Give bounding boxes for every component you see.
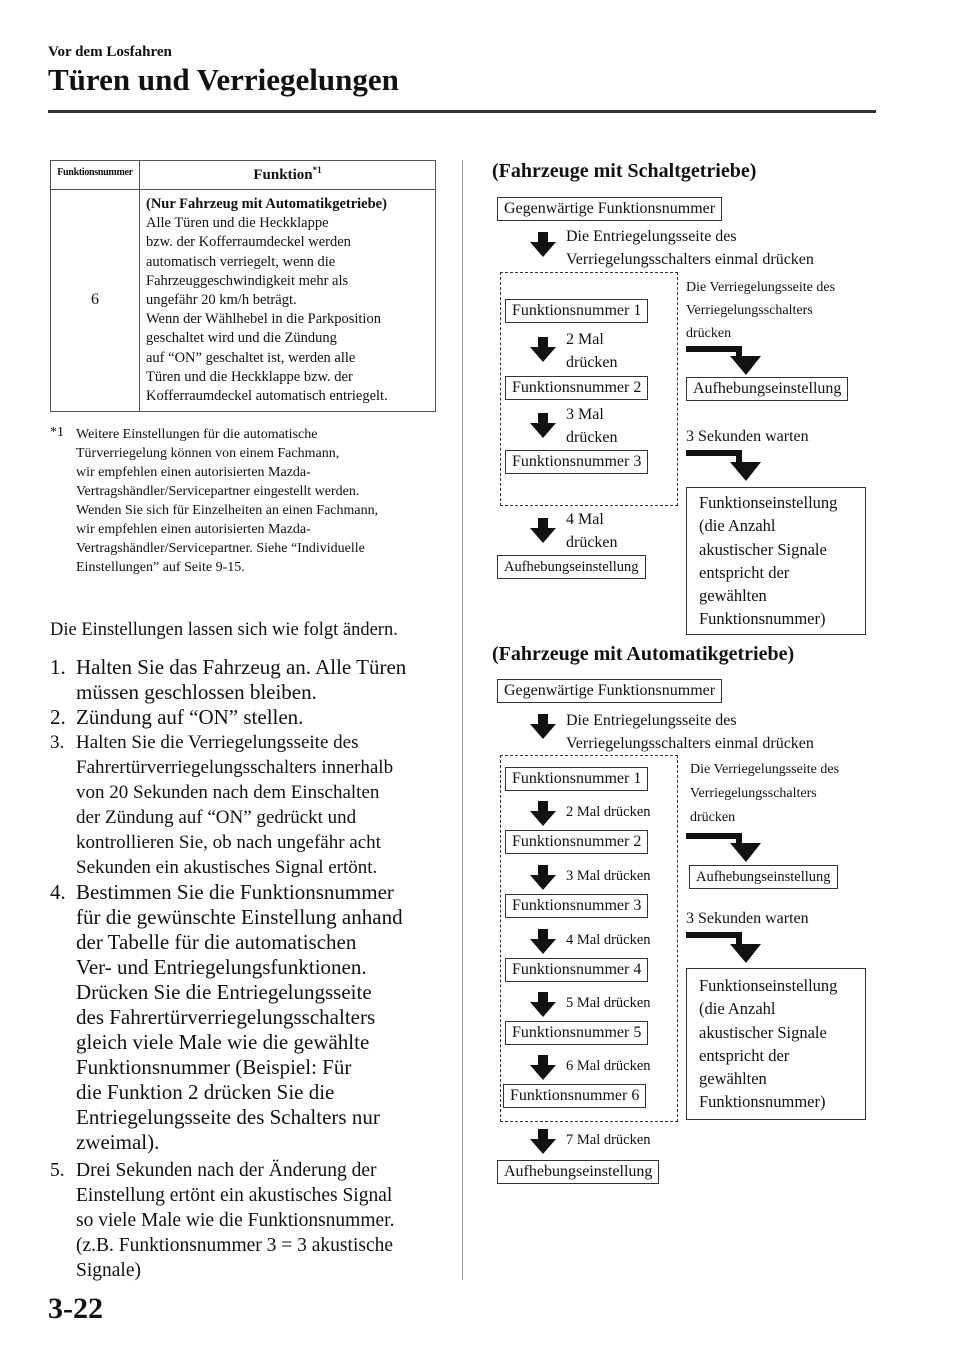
setting-line: Funktionseinstellung [699,976,838,995]
label-line: Die Verriegelungsseite des [690,762,840,777]
step-line: Drücken Sie die Entriegelungsseite [76,980,372,1004]
step-line: Bestimmen Sie die Funktionsnummer [76,880,394,904]
step-number: 1. [50,655,66,679]
label-line: Verriegelungsschalters [690,786,817,801]
setting-line: (die Anzahl [699,999,776,1019]
step-line: Drei Sekunden nach der Änderung der [76,1160,377,1181]
label-line: Die Entriegelungsseite des [566,712,737,729]
setting-line: Funktionseinstellung [699,493,838,512]
step-line: Signale) [76,1260,141,1281]
footnote-ref: *1 [312,165,322,175]
step-line: Einstellung ertönt ein akustisches Signal [76,1185,393,1206]
row-line: (Nur Fahrzeug mit Automatikgetriebe) [146,196,387,212]
label-line: Die Verriegelungsseite des [686,280,836,295]
step-line: gleich viele Male wie die gewählte [76,1030,370,1054]
page-number: 3-22 [48,1292,103,1325]
step-number: 5. [50,1160,65,1181]
function-5-box: Funktionsnummer 5 [505,1021,648,1045]
step-number: 2. [50,705,66,729]
step-line: kontrollieren Sie, ob nach ungefähr acht [76,832,381,853]
lock-press-label [686,276,835,345]
unlock-once-label [566,709,814,755]
header-funktion [140,165,435,184]
step-5 [50,1158,440,1283]
cancel-setting-box: Aufhebungseinstellung [497,555,646,579]
bent-arrow-icon [686,346,766,376]
table-col-divider [139,161,140,411]
setting-line: Funktionsnummer) [699,609,826,629]
down-arrow-icon [530,801,558,827]
footnote-line: Vertragshändler/Servicepartner. Siehe “Individuelle [76,541,365,556]
table-row-description [146,195,388,406]
step-line: müssen geschlossen bleiben. [76,680,317,704]
label-line: Die Entriegelungsseite des [566,228,737,245]
step-line: Funktionsnummer (Beispiel: Für [76,1055,352,1079]
function-2-box: Funktionsnummer 2 [505,830,648,854]
down-arrow-icon [530,1129,558,1155]
step-number: 4. [50,880,66,904]
label-line: drücken [566,429,618,446]
function-1-box: Funktionsnummer 1 [505,767,648,791]
column-divider [462,160,463,1280]
row-line: Kofferraumdeckel automatisch entriegelt. [146,388,388,405]
footnote-line: Vertragshändler/Servicepartner eingestellt werden. [76,484,360,499]
bent-arrow-icon [686,833,766,863]
down-arrow-icon [530,518,558,544]
down-arrow-icon [530,413,558,439]
label-line: drücken [566,534,618,551]
unlock-once-label [566,225,814,271]
footnote-line: Wenden Sie sich für Einzelheiten an einen Fachmann, [76,503,379,518]
label-line: Verriegelungsschalters einmal drücken [566,251,814,268]
step-line: für die gewünschte Einstellung anhand [76,905,403,929]
automatic-heading: (Fahrzeuge mit Automatikgetriebe) [492,643,795,665]
setting-line: Funktionsnummer) [699,1092,826,1112]
press-2-label [566,328,618,374]
row-line: bzw. der Kofferraumdeckel werden [146,234,351,251]
footnote-line: Türverriegelung können von einem Fachmann, [76,446,340,461]
row-line: auf “ON” geschaltet ist, werden alle [146,349,356,366]
press-label: 5 Mal drücken [566,995,651,1011]
press-label: 4 Mal drücken [566,932,651,948]
label-line: Verriegelungsschalters einmal drücken [566,735,814,752]
step-1 [50,655,440,705]
function-2-box: Funktionsnummer 2 [505,376,648,400]
setting-line: entspricht der [699,562,790,582]
press-label: 3 Mal drücken [566,868,651,884]
current-function-box: Gegenwärtige Funktionsnummer [497,197,722,221]
header-funktionsnummer: Funktionsnummer [57,167,133,178]
step-line: des Fahrertürverriegelungsschalters [76,1005,376,1029]
step-2 [50,705,440,730]
label-line: drücken [690,810,736,825]
row-line: ungefähr 20 km/h beträgt. [146,292,297,309]
footnote-line: wir empfehlen einen autorisierten Mazda- [76,465,311,480]
intro-text: Die Einstellungen lassen sich wie folgt ändern. [50,620,398,640]
manual-heading: (Fahrzeuge mit Schaltgetriebe) [492,160,757,182]
step-line: Entriegelungsseite des Schalters nur [76,1105,380,1129]
row-line: Alle Türen und die Heckklappe [146,215,329,232]
step-4 [50,880,440,1155]
label-line: 3 Mal [566,406,604,423]
step-number: 3. [50,732,65,753]
row-line: Fahrzeuggeschwindigkeit mehr als [146,272,349,289]
press-label: 7 Mal drücken [566,1132,651,1148]
step-line: so viele Male wie die Funktionsnummer. [76,1210,395,1231]
function-setting-box [686,487,866,635]
setting-line: akustischer Signale [699,539,827,559]
footnote-text [76,425,378,577]
cancel-setting-box-right: Aufhebungseinstellung [689,865,838,889]
step-line: Zündung auf “ON” stellen. [76,705,304,729]
setting-line: gewählten [699,586,767,606]
table-row-number: 6 [91,291,99,308]
function-table [50,160,436,412]
step-line: Halten Sie die Verriegelungsseite des [76,732,359,753]
wait-label: 3 Sekunden warten [686,428,809,445]
row-line: geschaltet wird und die Zündung [146,330,337,347]
label-line: drücken [566,354,618,371]
press-4-label [566,508,618,554]
function-3-box: Funktionsnummer 3 [505,894,648,918]
row-line: automatisch verriegelt, wenn die [146,253,336,270]
step-line: zweimal). [76,1130,160,1154]
cancel-setting-box-right: Aufhebungseinstellung [686,377,848,401]
press-label: 2 Mal drücken [566,804,651,820]
down-arrow-icon [530,865,558,891]
step-line: der Zündung auf “ON” gedrückt und [76,807,357,828]
step-line: Fahrertürverriegelungsschalters innerhalb [76,757,394,778]
footnote-line: Einstellungen” auf Seite 9-15. [76,560,245,575]
section-label: Vor dem Losfahren [48,44,172,60]
function-setting-box [686,968,866,1120]
step-line: von 20 Sekunden nach dem Einschalten [76,782,380,803]
bent-arrow-icon [686,932,766,964]
page-title: Türen und Verriegelungen [48,62,399,97]
setting-line: akustischer Signale [699,1022,827,1042]
press-3-label [566,403,618,449]
press-label: 6 Mal drücken [566,1058,651,1074]
header-rule [48,110,876,113]
function-4-box: Funktionsnummer 4 [505,958,648,982]
down-arrow-icon [530,992,558,1018]
down-arrow-icon [530,232,558,258]
down-arrow-icon [530,1055,558,1081]
row-line: Türen und die Heckklappe bzw. der [146,368,353,385]
step-line: der Tabelle für die automatischen [76,930,357,954]
down-arrow-icon [530,337,558,363]
step-line: (z.B. Funktionsnummer 3 = 3 akustische [76,1235,394,1256]
bent-arrow-icon [686,450,766,482]
function-1-box: Funktionsnummer 1 [505,299,648,323]
footnote-marker: *1 [50,425,64,440]
footnote-line: wir empfehlen einen autorisierten Mazda- [76,522,311,537]
label-line: Verriegelungsschalters [686,303,813,318]
cancel-setting-box: Aufhebungseinstellung [497,1160,659,1184]
function-3-box: Funktionsnummer 3 [505,450,648,474]
step-line: Ver- und Entriegelungsfunktionen. [76,955,367,979]
lock-press-label [690,758,839,830]
down-arrow-icon [530,714,558,740]
down-arrow-icon [530,929,558,955]
setting-line: gewählten [699,1069,767,1089]
function-6-box: Funktionsnummer 6 [503,1084,646,1108]
step-line: Sekunden ein akustisches Signal ertönt. [76,857,378,878]
step-3 [50,730,440,880]
label-line: 4 Mal [566,511,604,528]
step-line: Halten Sie das Fahrzeug an. Alle Türen [76,655,407,679]
header-funktion-label: Funktion [253,167,313,183]
footnote-line: Weitere Einstellungen für die automatische [76,427,318,442]
wait-label: 3 Sekunden warten [686,910,809,927]
label-line: drücken [686,326,732,341]
row-line: Wenn der Wählhebel in die Parkposition [146,311,381,328]
label-line: 2 Mal [566,331,604,348]
setting-line: entspricht der [699,1045,790,1065]
step-line: die Funktion 2 drücken Sie die [76,1080,335,1104]
current-function-box: Gegenwärtige Funktionsnummer [497,679,722,703]
setting-line: (die Anzahl [699,516,776,536]
